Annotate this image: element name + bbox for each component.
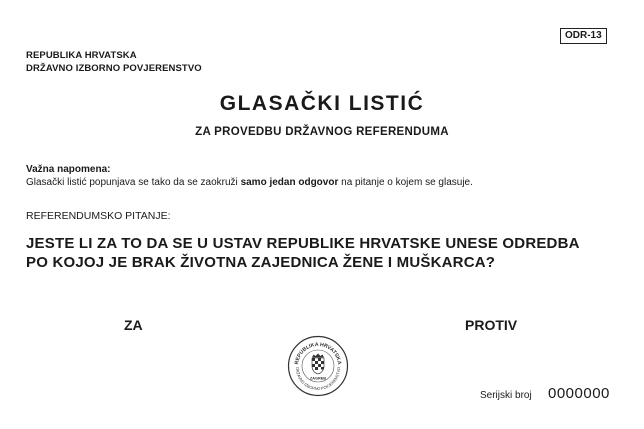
serial-number-value: 0000000 (548, 385, 610, 402)
notice-text-bold: samo jedan odgovor (240, 177, 339, 188)
seal-top-text: REPUBLIKA HRVATSKA (294, 341, 342, 365)
issuer-country: REPUBLIKA HRVATSKA (26, 50, 137, 61)
ballot-subtitle: ZA PROVEDBU DRŽAVNOG REFERENDUMA (195, 126, 449, 138)
issuer-commission: DRŽAVNO IZBORNO POVJERENSTVO (26, 63, 202, 74)
notice-text-after: na pitanje o kojem se glasuje. (338, 177, 473, 188)
notice-heading: Važna napomena: (26, 164, 111, 175)
answer-no[interactable]: PROTIV (465, 317, 518, 333)
official-seal (287, 335, 349, 397)
croatian-coat-of-arms-icon (312, 354, 324, 375)
question-line-1: JESTE LI ZA TO DA SE U USTAV REPUBLIKE HRVATSKE UNESE ODREDBA (26, 235, 580, 252)
seal-center-text: ZAGREB (309, 376, 327, 381)
notice-text-before: Glasački listić popunjava se tako da se zaokruži (26, 177, 241, 188)
issuer-block (26, 49, 202, 75)
seal-bottom-text: DRŽAVNO IZBORNO POVJERENSTVO (294, 366, 342, 392)
form-code-badge: ODR-13 (560, 28, 607, 44)
question-line-2: PO KOJOJ JE BRAK ŽIVOTNA ZAJEDNICA ŽENE I MUŠKARCA? (26, 254, 496, 271)
referendum-question (26, 234, 626, 272)
ballot-title: GLASAČKI LISTIĆ (219, 92, 425, 115)
notice-text (26, 177, 473, 188)
question-label: REFERENDUMSKO PITANJE: (26, 210, 171, 222)
serial-number-label: Serijski broj (480, 390, 532, 401)
answer-yes[interactable]: ZA (124, 317, 143, 333)
